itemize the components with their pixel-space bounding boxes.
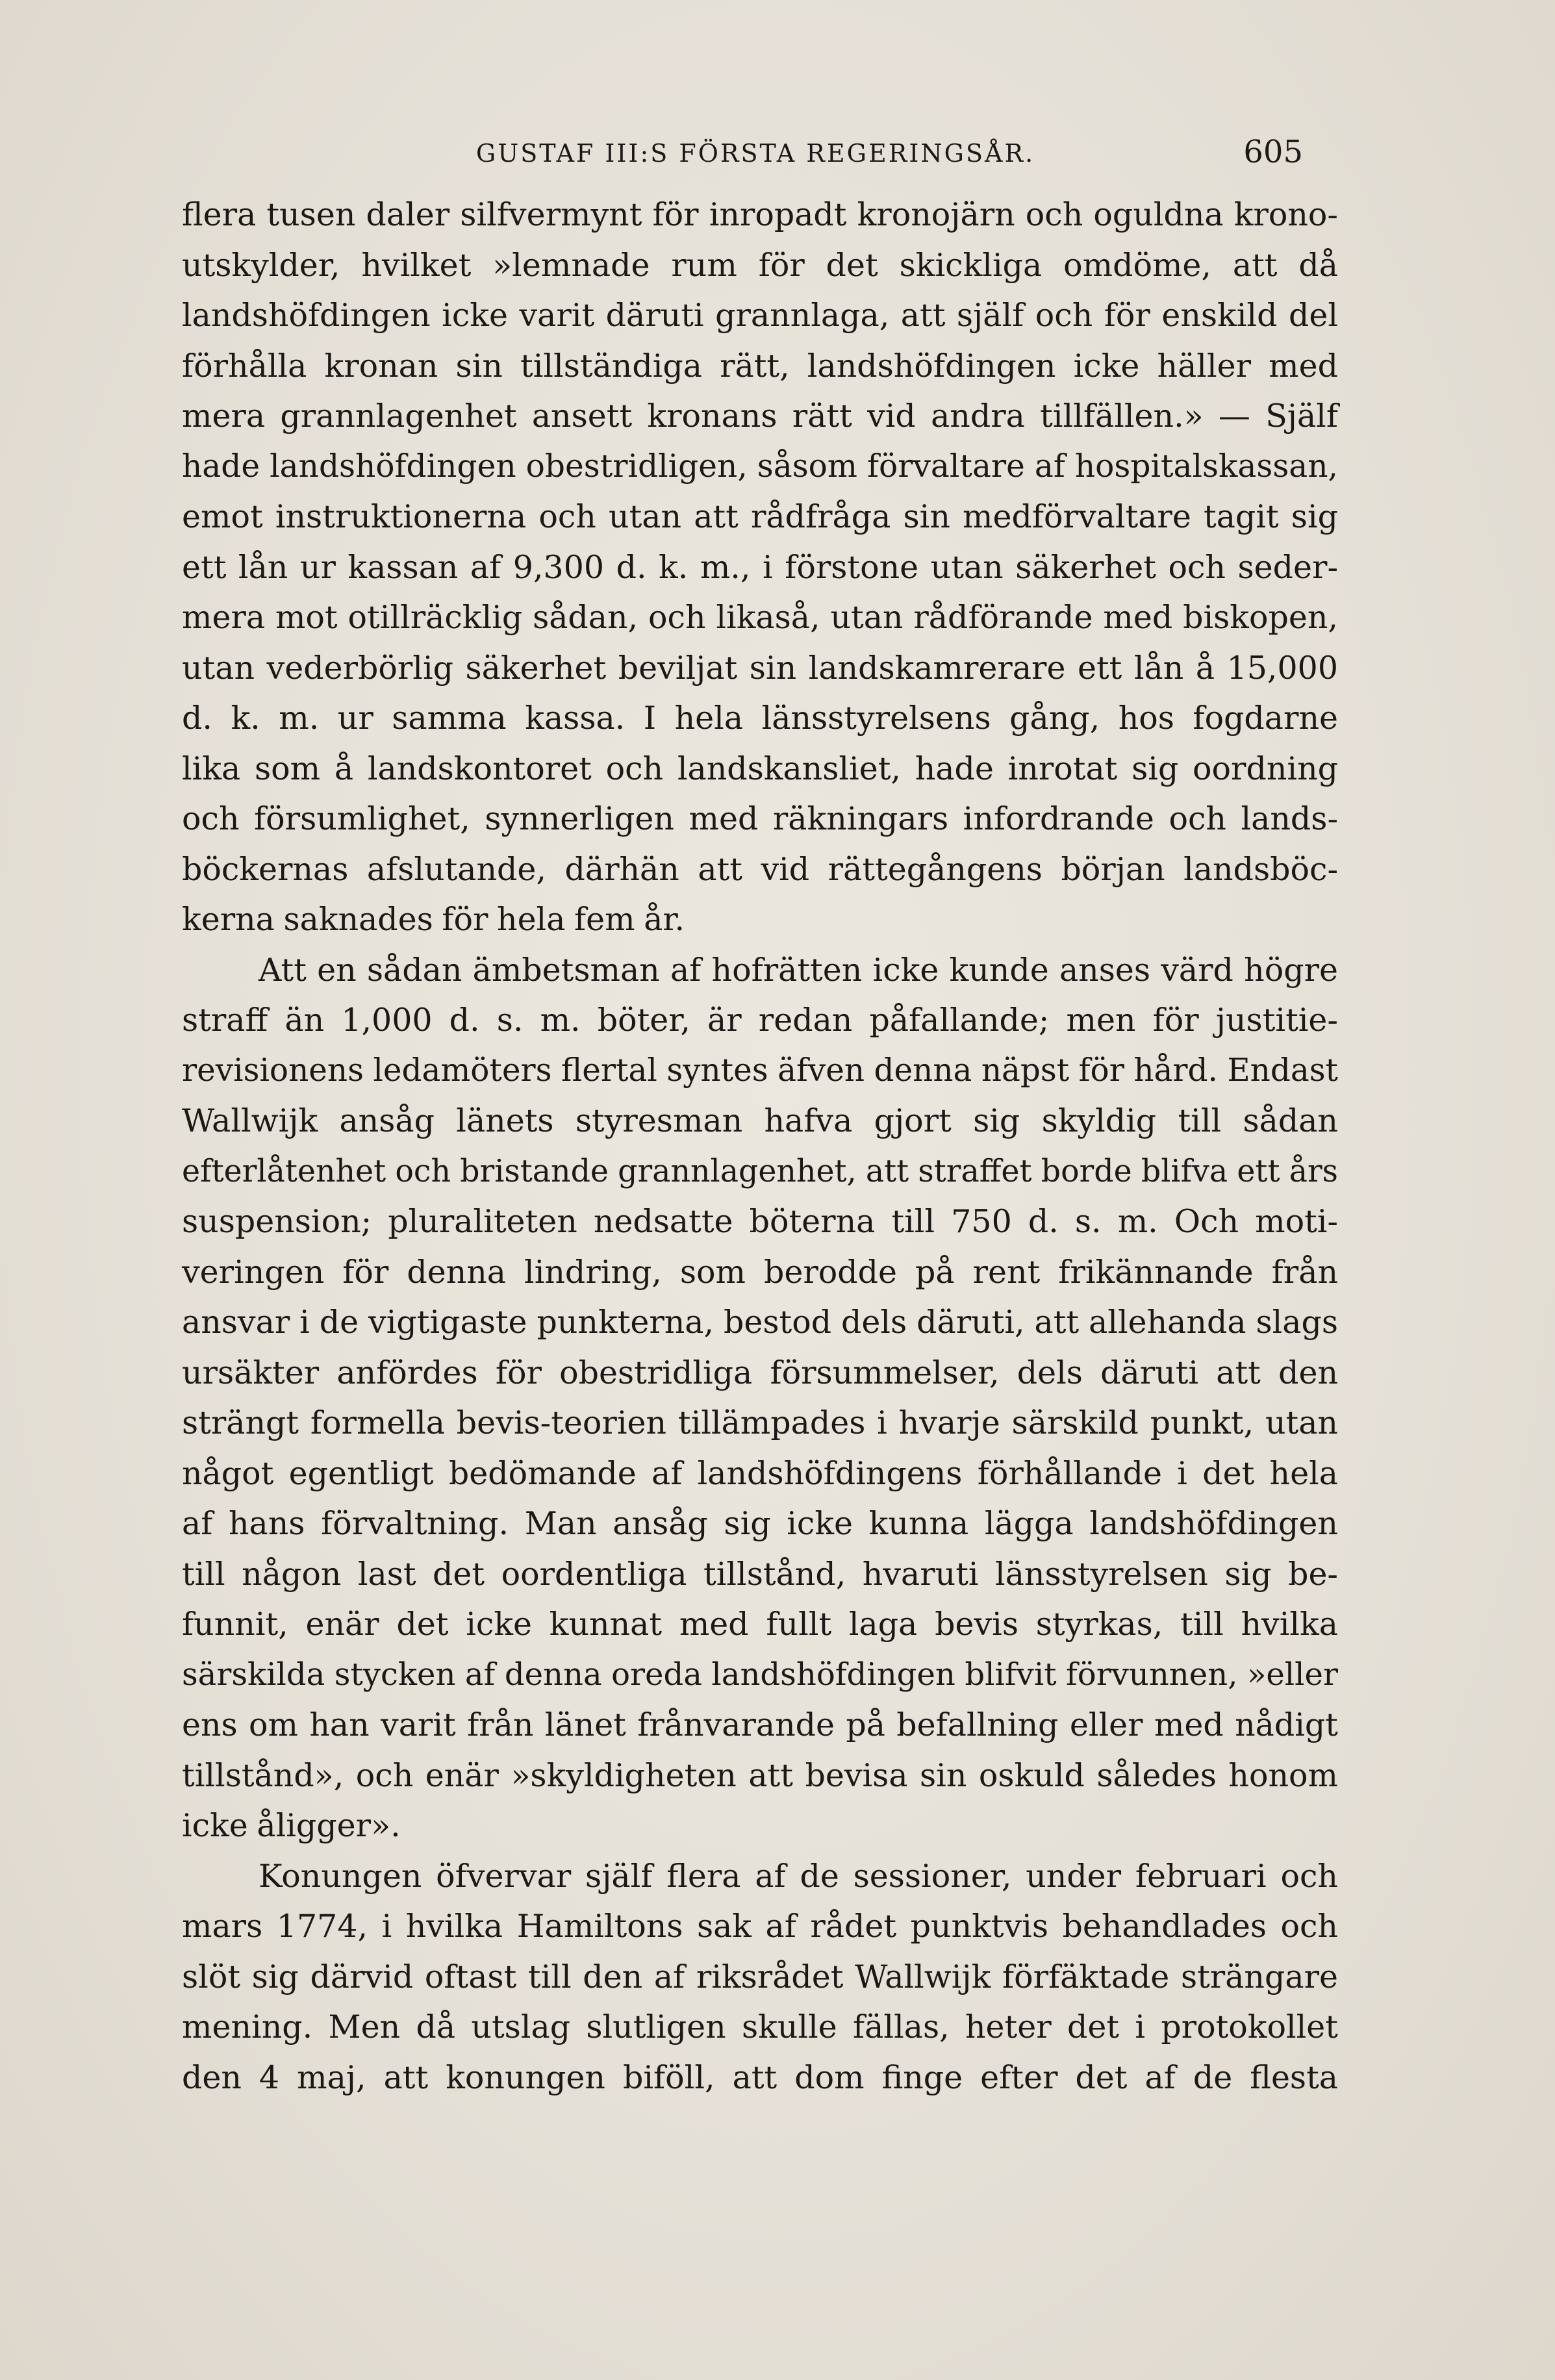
text-line: mera mot otillräcklig sådan, och likaså, utan rådförande med biskopen, bbox=[182, 599, 1338, 636]
text-line: lika som å landskontoret och landskansliet, hade inrotat sig oordning bbox=[182, 750, 1338, 787]
text-line: utan vederbörlig säkerhet beviljat sin landskamrerare ett lån å 15,000 bbox=[182, 649, 1338, 687]
text-line: slöt sig därvid oftast till den af riksrådet Wallwijk förfäktade strängare bbox=[182, 1958, 1338, 1995]
text-line: mars 1774, i hvilka Hamiltons sak af rådet punktvis behandlades och bbox=[182, 1908, 1338, 1945]
text-line: emot instruktionerna och utan att rådfråga sin medförvaltare tagit sig bbox=[182, 498, 1338, 535]
text-line: utskylder, hvilket »lemnade rum för det skickliga omdöme, att då bbox=[182, 246, 1338, 284]
text-line: särskilda stycken af denna oreda landshöfdingen blifvit förvunnen, »eller bbox=[182, 1656, 1338, 1693]
text-line: ett lån ur kassan af 9,300 d. k. m., i förstone utan säkerhet och seder- bbox=[182, 548, 1338, 586]
text-line: d. k. m. ur samma kassa. I hela länsstyrelsens gång, hos fogdarne bbox=[182, 700, 1338, 737]
text-line: ansvar i de vigtigaste punkterna, bestod dels däruti, att allehanda slags bbox=[182, 1304, 1338, 1341]
text-line: mening. Men då utslag slutligen skulle fällas, heter det i protokollet bbox=[182, 2008, 1338, 2045]
text-line: suspension; pluraliteten nedsatte böterna till 750 d. s. m. Och moti- bbox=[182, 1203, 1338, 1240]
paragraph-start-line: Att en sådan ämbetsman af hofrätten icke kunde anses värd högre bbox=[259, 951, 1338, 989]
text-line: af hans förvaltning. Man ansåg sig icke kunna lägga landshöfdingen bbox=[182, 1505, 1338, 1542]
text-line: något egentligt bedömande af landshöfdingens förhållande i det hela bbox=[182, 1454, 1338, 1492]
text-line: mera grannlagenhet ansett kronans rätt vid andra tillfällen.» — Själf bbox=[182, 398, 1338, 435]
text-line: Wallwijk ansåg länets styresman hafva gjort sig skyldig till sådan bbox=[182, 1102, 1338, 1139]
page-header bbox=[182, 134, 1303, 173]
page-number: 605 bbox=[1243, 134, 1303, 170]
text-line: böckernas afslutande, därhän att vid rättegångens början landsböc- bbox=[182, 850, 1338, 888]
text-line: revisionens ledamöters flertal syntes äfven denna näpst för hård. Endast bbox=[182, 1052, 1338, 1089]
text-line: ens om han varit från länet frånvarande på befallning eller med nådigt bbox=[182, 1706, 1338, 1743]
text-line: flera tusen daler silfvermynt för inropadt kronojärn och oguldna krono- bbox=[182, 196, 1338, 233]
text-line: veringen för denna lindring, som berodde på rent frikännande från bbox=[182, 1253, 1338, 1291]
text-line: förhålla kronan sin tillständiga rätt, landshöfdingen icke häller med bbox=[182, 347, 1338, 385]
text-line: till någon last det oordentliga tillstånd, hvaruti länsstyrelsen sig be- bbox=[182, 1555, 1338, 1593]
text-line: straff än 1,000 d. s. m. böter, är redan påfallande; men för justitie- bbox=[182, 1002, 1338, 1039]
paragraph-end-line: icke åligger». bbox=[182, 1807, 401, 1844]
text-line: tillstånd», och enär »skyldigheten att bevisa sin oskuld således honom bbox=[182, 1756, 1338, 1794]
text-line: och försumlighet, synnerligen med räkningars infordrande och lands- bbox=[182, 800, 1338, 837]
text-line: landshöfdingen icke varit däruti grannlaga, att själf och för enskild del bbox=[182, 297, 1338, 334]
paragraph-end-line: kerna saknades för hela fem år. bbox=[182, 901, 685, 938]
text-line: hade landshöfdingen obestridligen, såsom förvaltare af hospitalskassan, bbox=[182, 448, 1338, 485]
running-head: GUSTAF III:S FÖRSTA REGERINGSÅR. bbox=[475, 139, 1035, 168]
text-line: funnit, enär det icke kunnat med fullt laga bevis styrkas, till hvilka bbox=[182, 1606, 1338, 1643]
text-line: efterlåtenhet och bristande grannlagenhet, att straffet borde blifva ett års bbox=[182, 1153, 1338, 1189]
body-text bbox=[182, 190, 1338, 2103]
text-line: den 4 maj, att konungen biföll, att dom finge efter det af de flesta bbox=[182, 2058, 1338, 2096]
text-line: ursäkter anfördes för obestridliga försummelser, dels däruti att den bbox=[182, 1354, 1338, 1391]
paragraph-start-line: Konungen öfvervar själf flera af de sessioner, under februari och bbox=[259, 1857, 1338, 1895]
text-line: strängt formella bevis-teorien tillämpades i hvarje särskild punkt, utan bbox=[182, 1404, 1338, 1441]
